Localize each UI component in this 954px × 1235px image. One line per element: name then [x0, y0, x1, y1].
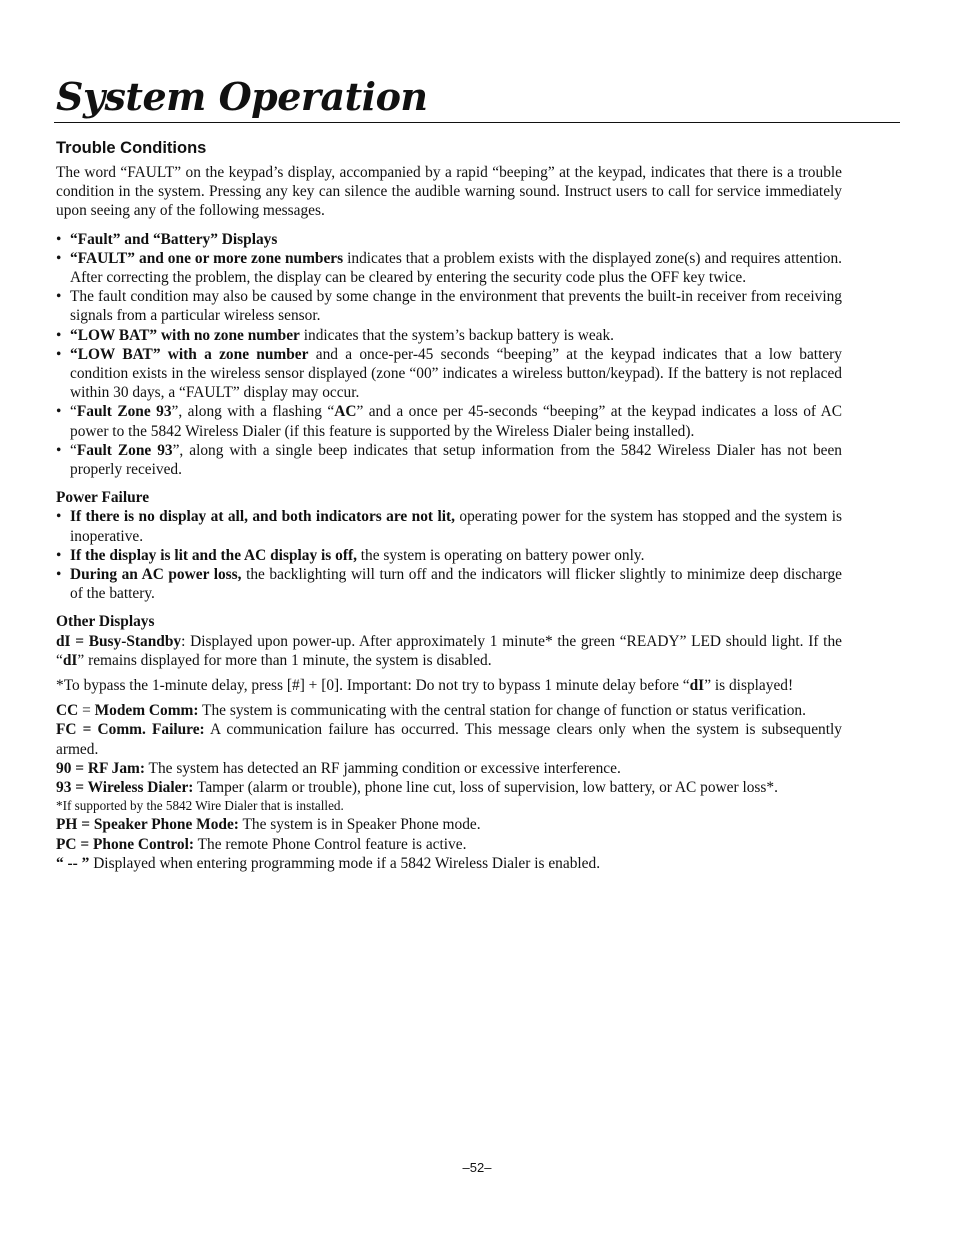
trouble-intro: The word “FAULT” on the keypad’s display, accompanied by a rapid “beeping” at the keypad, indicates that there is a trouble condition in the system. Pressing any key can silence the audible warning sound. Instruct users to call for service immediately upon seeing any of the following messages. — [56, 164, 842, 220]
power-failure-heading: Power Failure — [56, 489, 150, 507]
fc-description — [56, 720, 842, 758]
term-bold: dI — [62, 651, 78, 669]
list-item — [56, 287, 842, 325]
term-bold: PC = Phone Control: — [56, 835, 195, 853]
dash-description — [56, 854, 842, 873]
term-text: Tamper (alarm or trouble), phone line cut, loss of supervision, low battery, or AC power loss*. — [193, 779, 778, 797]
list-item — [56, 402, 842, 440]
bullet-bold: “FAULT” and one or more zone numbers — [70, 249, 344, 267]
bullet-text: The fault condition may also be caused by some change in the environment that prevents the built-in receiver from receiving signals from a particular wireless sensor. — [70, 288, 842, 325]
term-bold: Modem Comm: — [94, 702, 199, 720]
term-text: The system has detected an RF jamming condition or excessive interference. — [144, 759, 621, 777]
bullet-text: the system is operating on battery power only. — [356, 546, 645, 564]
bullet-text: indicates that the system’s backup battery is weak. — [299, 326, 615, 344]
page-title: System Operation — [56, 74, 428, 119]
term-bold: PH = Speaker Phone Mode: — [56, 816, 239, 834]
list-item — [56, 345, 842, 403]
page-number: –52– — [462, 1160, 492, 1175]
page-content — [56, 137, 842, 873]
bullet-bold: If the display is lit and the AC display is off, — [70, 546, 357, 564]
bullet-bold: Fault Zone 93 — [76, 403, 172, 421]
term-text: The system is communicating with the central station for change of function or status verification. — [198, 702, 806, 720]
trouble-list — [56, 230, 842, 480]
term-text: The remote Phone Control feature is active. — [194, 835, 467, 853]
term-bold: “ -- ” — [56, 854, 90, 872]
footnote: *If supported by the 5842 Wire Dialer that is installed. — [56, 798, 344, 814]
di-description — [56, 632, 842, 670]
list-item — [56, 507, 842, 545]
power-list — [56, 507, 842, 603]
bullet-text: “ — [70, 441, 77, 459]
cc-description — [56, 701, 842, 720]
other-displays-heading: Other Displays — [56, 613, 155, 631]
wireless-dialer-description — [56, 778, 842, 797]
bullet-text: “ — [70, 403, 77, 421]
term-text: A communication failure has occurred. This message clears only when the system is subsequently armed. — [56, 721, 842, 758]
bullet-text: the backlighting will turn off and the indicators will flicker slightly to minimize deep discharge of the battery. — [70, 566, 842, 603]
bullet-text: operating power for the system has stopped and the system is inoperative. — [70, 508, 842, 545]
bullet-text: ”, along with a flashing “ — [171, 403, 335, 421]
term-text: : Displayed upon power-up. After approximately 1 minute* the green “READY” LED should light. If the “ — [56, 632, 842, 669]
term-text: ” remains displayed for more than 1 minute, the system is disabled. — [77, 651, 492, 669]
term-text: = — [78, 702, 95, 720]
note-bold: dI — [689, 677, 705, 695]
term-bold: dI = Busy-Standby — [56, 632, 182, 650]
list-item — [56, 326, 842, 345]
note-text: ” is displayed! — [704, 677, 794, 695]
bullet-text: ” and a once per 45-seconds “beeping” at the keypad indicates a loss of AC power to the 5842 Wireless Dialer (if this feature is supported by the Wireless Dialer being installed). — [70, 403, 843, 440]
pc-description — [56, 835, 842, 854]
bullet-bold: During an AC power loss, — [70, 566, 242, 584]
term-bold: FC = Comm. Failure: — [56, 721, 205, 739]
term-bold: CC — [56, 702, 79, 720]
note-text: *To bypass the 1-minute delay, press [#] + [0]. Important: Do not try to bypass 1 minute delay before “ — [56, 677, 690, 695]
bullet-bold: If there is no display at all, and both indicators are not lit, — [70, 508, 455, 526]
list-item — [56, 565, 842, 603]
title-rule — [54, 122, 900, 123]
list-item — [56, 249, 842, 287]
trouble-conditions-heading: Trouble Conditions — [56, 139, 207, 157]
bullet-text: and a once-per-45 seconds “beeping” at the keypad indicates that a low battery condition exists in the wireless sensor displayed (zone “00” indicates a wireless button/keypad). If the battery is not replaced within 30 days, a “FAULT” display may occur. — [70, 345, 842, 402]
bullet-bold: “Fault” and “Battery” Displays — [70, 230, 278, 248]
list-item — [56, 230, 842, 249]
list-item — [56, 441, 842, 479]
rf-jam-description — [56, 759, 842, 778]
bullet-text: ”, along with a single beep indicates that setup information from the 5842 Wireless Dialer has not been properly received. — [70, 441, 842, 479]
bypass-note — [56, 676, 842, 695]
list-item — [56, 546, 842, 565]
bullet-bold: AC — [334, 403, 357, 421]
bullet-bold: “LOW BAT” with a zone number — [70, 345, 309, 363]
term-text: Displayed when entering programming mode if a 5842 Wireless Dialer is enabled. — [89, 854, 601, 872]
term-text: The system is in Speaker Phone mode. — [238, 816, 481, 834]
bullet-bold: Fault Zone 93 — [76, 441, 173, 459]
term-bold: 90 = RF Jam: — [56, 759, 145, 777]
ph-description — [56, 815, 842, 834]
bullet-bold: “LOW BAT” with no zone number — [70, 326, 300, 344]
bullet-text: indicates that a problem exists with the displayed zone(s) and requires attention. After correcting the problem, the display can be cleared by entering the security code plus the OFF key twice. — [70, 249, 842, 287]
term-bold: 93 = Wireless Dialer: — [56, 779, 194, 797]
